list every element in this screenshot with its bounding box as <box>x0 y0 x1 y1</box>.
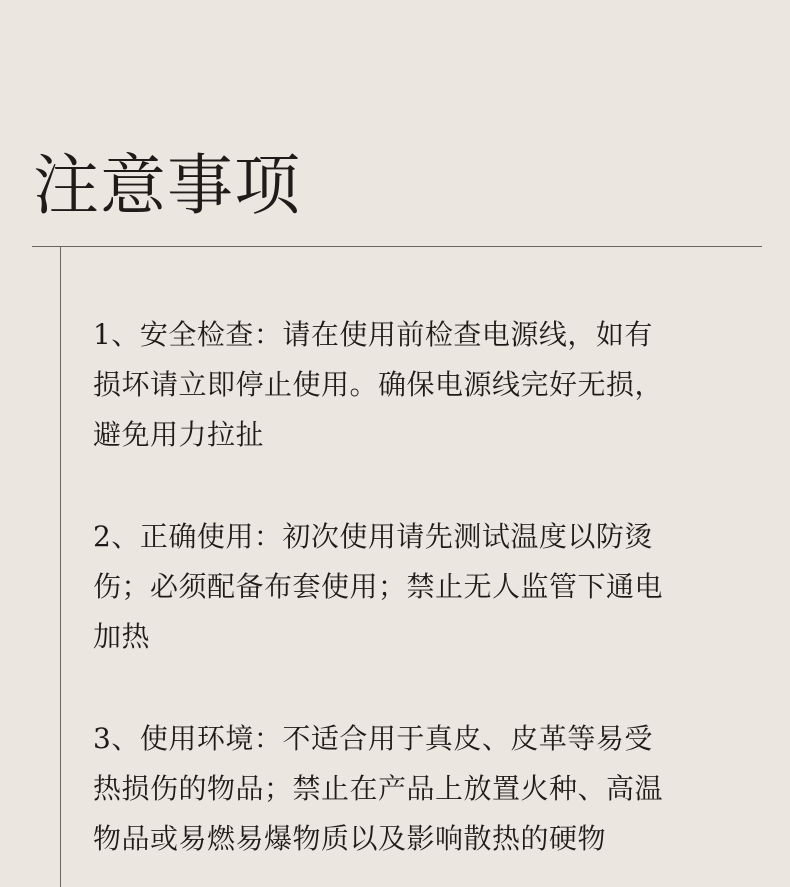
page-title: 注意事项 <box>33 147 301 224</box>
precaution-item-correct-use <box>93 512 733 662</box>
precaution-line: 加热 <box>93 620 151 653</box>
precaution-line: 3、使用环境：不适合用于真皮、皮革等易受 <box>93 722 653 755</box>
precaution-line: 1、安全检查：请在使用前检查电源线，如有 <box>93 318 653 351</box>
precaution-line: 热损伤的物品；禁止在产品上放置火种、高温 <box>93 772 664 805</box>
precaution-item-safety-check <box>93 310 733 460</box>
precaution-line: 避免用力拉扯 <box>93 418 265 451</box>
precaution-item-environment <box>93 714 733 864</box>
precaution-line: 物品或易燃易爆物质以及影响散热的硬物 <box>93 822 607 855</box>
left-vertical-rule <box>60 247 61 887</box>
title-divider <box>32 246 762 247</box>
precaution-line: 损坏请立即停止使用。确保电源线完好无损， <box>93 368 664 401</box>
precaution-line: 2、正确使用：初次使用请先测试温度以防烫 <box>93 520 653 553</box>
precautions-list <box>93 310 733 864</box>
precaution-line: 伤；必须配备布套使用；禁止无人监管下通电 <box>93 570 664 603</box>
